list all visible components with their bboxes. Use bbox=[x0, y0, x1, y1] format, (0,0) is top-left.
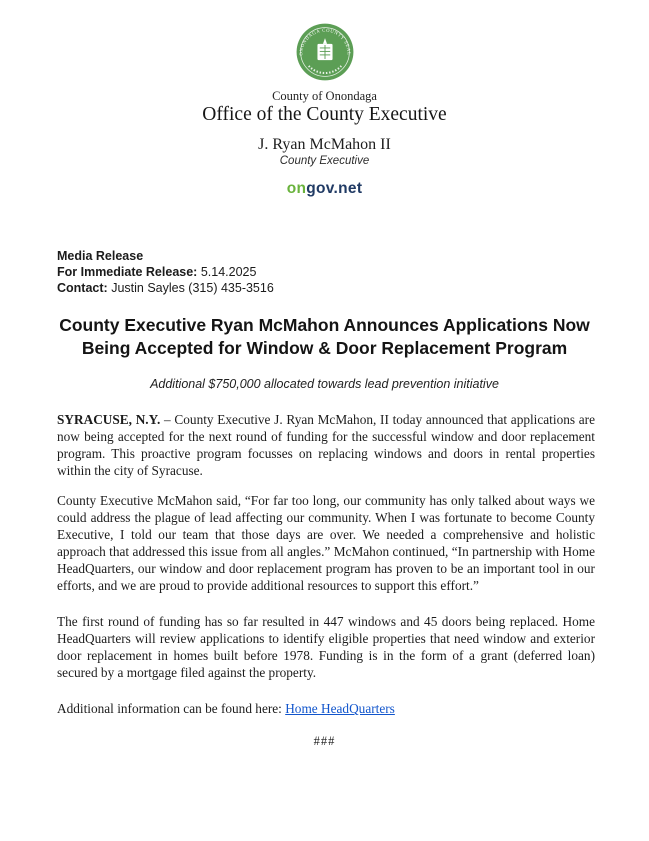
paragraph-3: The first round of funding has so far resulted in 447 windows and 45 doors being replaced. Home HeadQuarters will review applications to identify eligible properties that need window and exterior door replacement in homes built before 1978. Funding is in the form of a grant (deferred loan) secured by a mortgage filed against the property. bbox=[57, 614, 595, 680]
executive-name: J. Ryan McMahon II bbox=[258, 136, 391, 153]
office-title: Office of the County Executive bbox=[202, 104, 447, 125]
county-name: County of Onondaga bbox=[272, 89, 377, 103]
end-of-release-mark: ### bbox=[313, 734, 336, 748]
release-date: 5.14.2025 bbox=[200, 265, 257, 279]
release-date-line: For Immediate Release: 5.14.2025 bbox=[57, 265, 257, 279]
executive-title: County Executive bbox=[279, 155, 370, 167]
link-prefix: Additional information can be found here: bbox=[57, 701, 286, 716]
media-release-label: Media Release bbox=[57, 249, 144, 263]
ongov-net-logo bbox=[0, 180, 649, 198]
contact-line: Contact: Justin Sayles (315) 435-3516 bbox=[57, 281, 274, 295]
dateline: SYRACUSE, N.Y. bbox=[57, 412, 161, 427]
ongov-logo-on: on bbox=[286, 180, 307, 197]
ongov-logo-govnet: gov.net bbox=[306, 180, 363, 197]
additional-info-line bbox=[57, 700, 595, 717]
subheadline: Additional $750,000 allocated towards lead prevention initiative bbox=[150, 377, 499, 391]
paragraph-1-text: – County Executive J. Ryan McMahon, II today announced that applications are now being accepted for the next round of funding for the successful window and door replacement program. This proactive program focusses on replacing windows and doors in rental properties within the city of Syracuse. bbox=[57, 412, 595, 478]
letterhead bbox=[0, 0, 649, 198]
headline: County Executive Ryan McMahon Announces Applications Now Being Accepted for Window & Door Replacement Program bbox=[59, 315, 590, 358]
home-headquarters-link[interactable]: Home HeadQuarters bbox=[285, 701, 395, 716]
svg-text:ONONDAGA COUNTY SEAL: ONONDAGA COUNTY SEAL bbox=[298, 28, 351, 56]
paragraph-2: County Executive McMahon said, “For far too long, our community has only talked about ways we could address the plague of lead affecting our community. When I was fortunate to become County Executive, I told our team that those days are over. We needed a comprehensive and holistic approach that addressed this issue from all angles.” McMahon continued, “In partnership with Home HeadQuarters, our window and door replacement program has proven to be an important tool in our efforts, and we are proud to provide additional resources to support this effort.” bbox=[57, 493, 595, 593]
paragraph-1 bbox=[57, 411, 595, 479]
contact-value: Justin Sayles (315) 435-3516 bbox=[111, 281, 274, 295]
release-info-block bbox=[57, 248, 595, 296]
onondaga-county-seal-icon bbox=[296, 23, 354, 81]
